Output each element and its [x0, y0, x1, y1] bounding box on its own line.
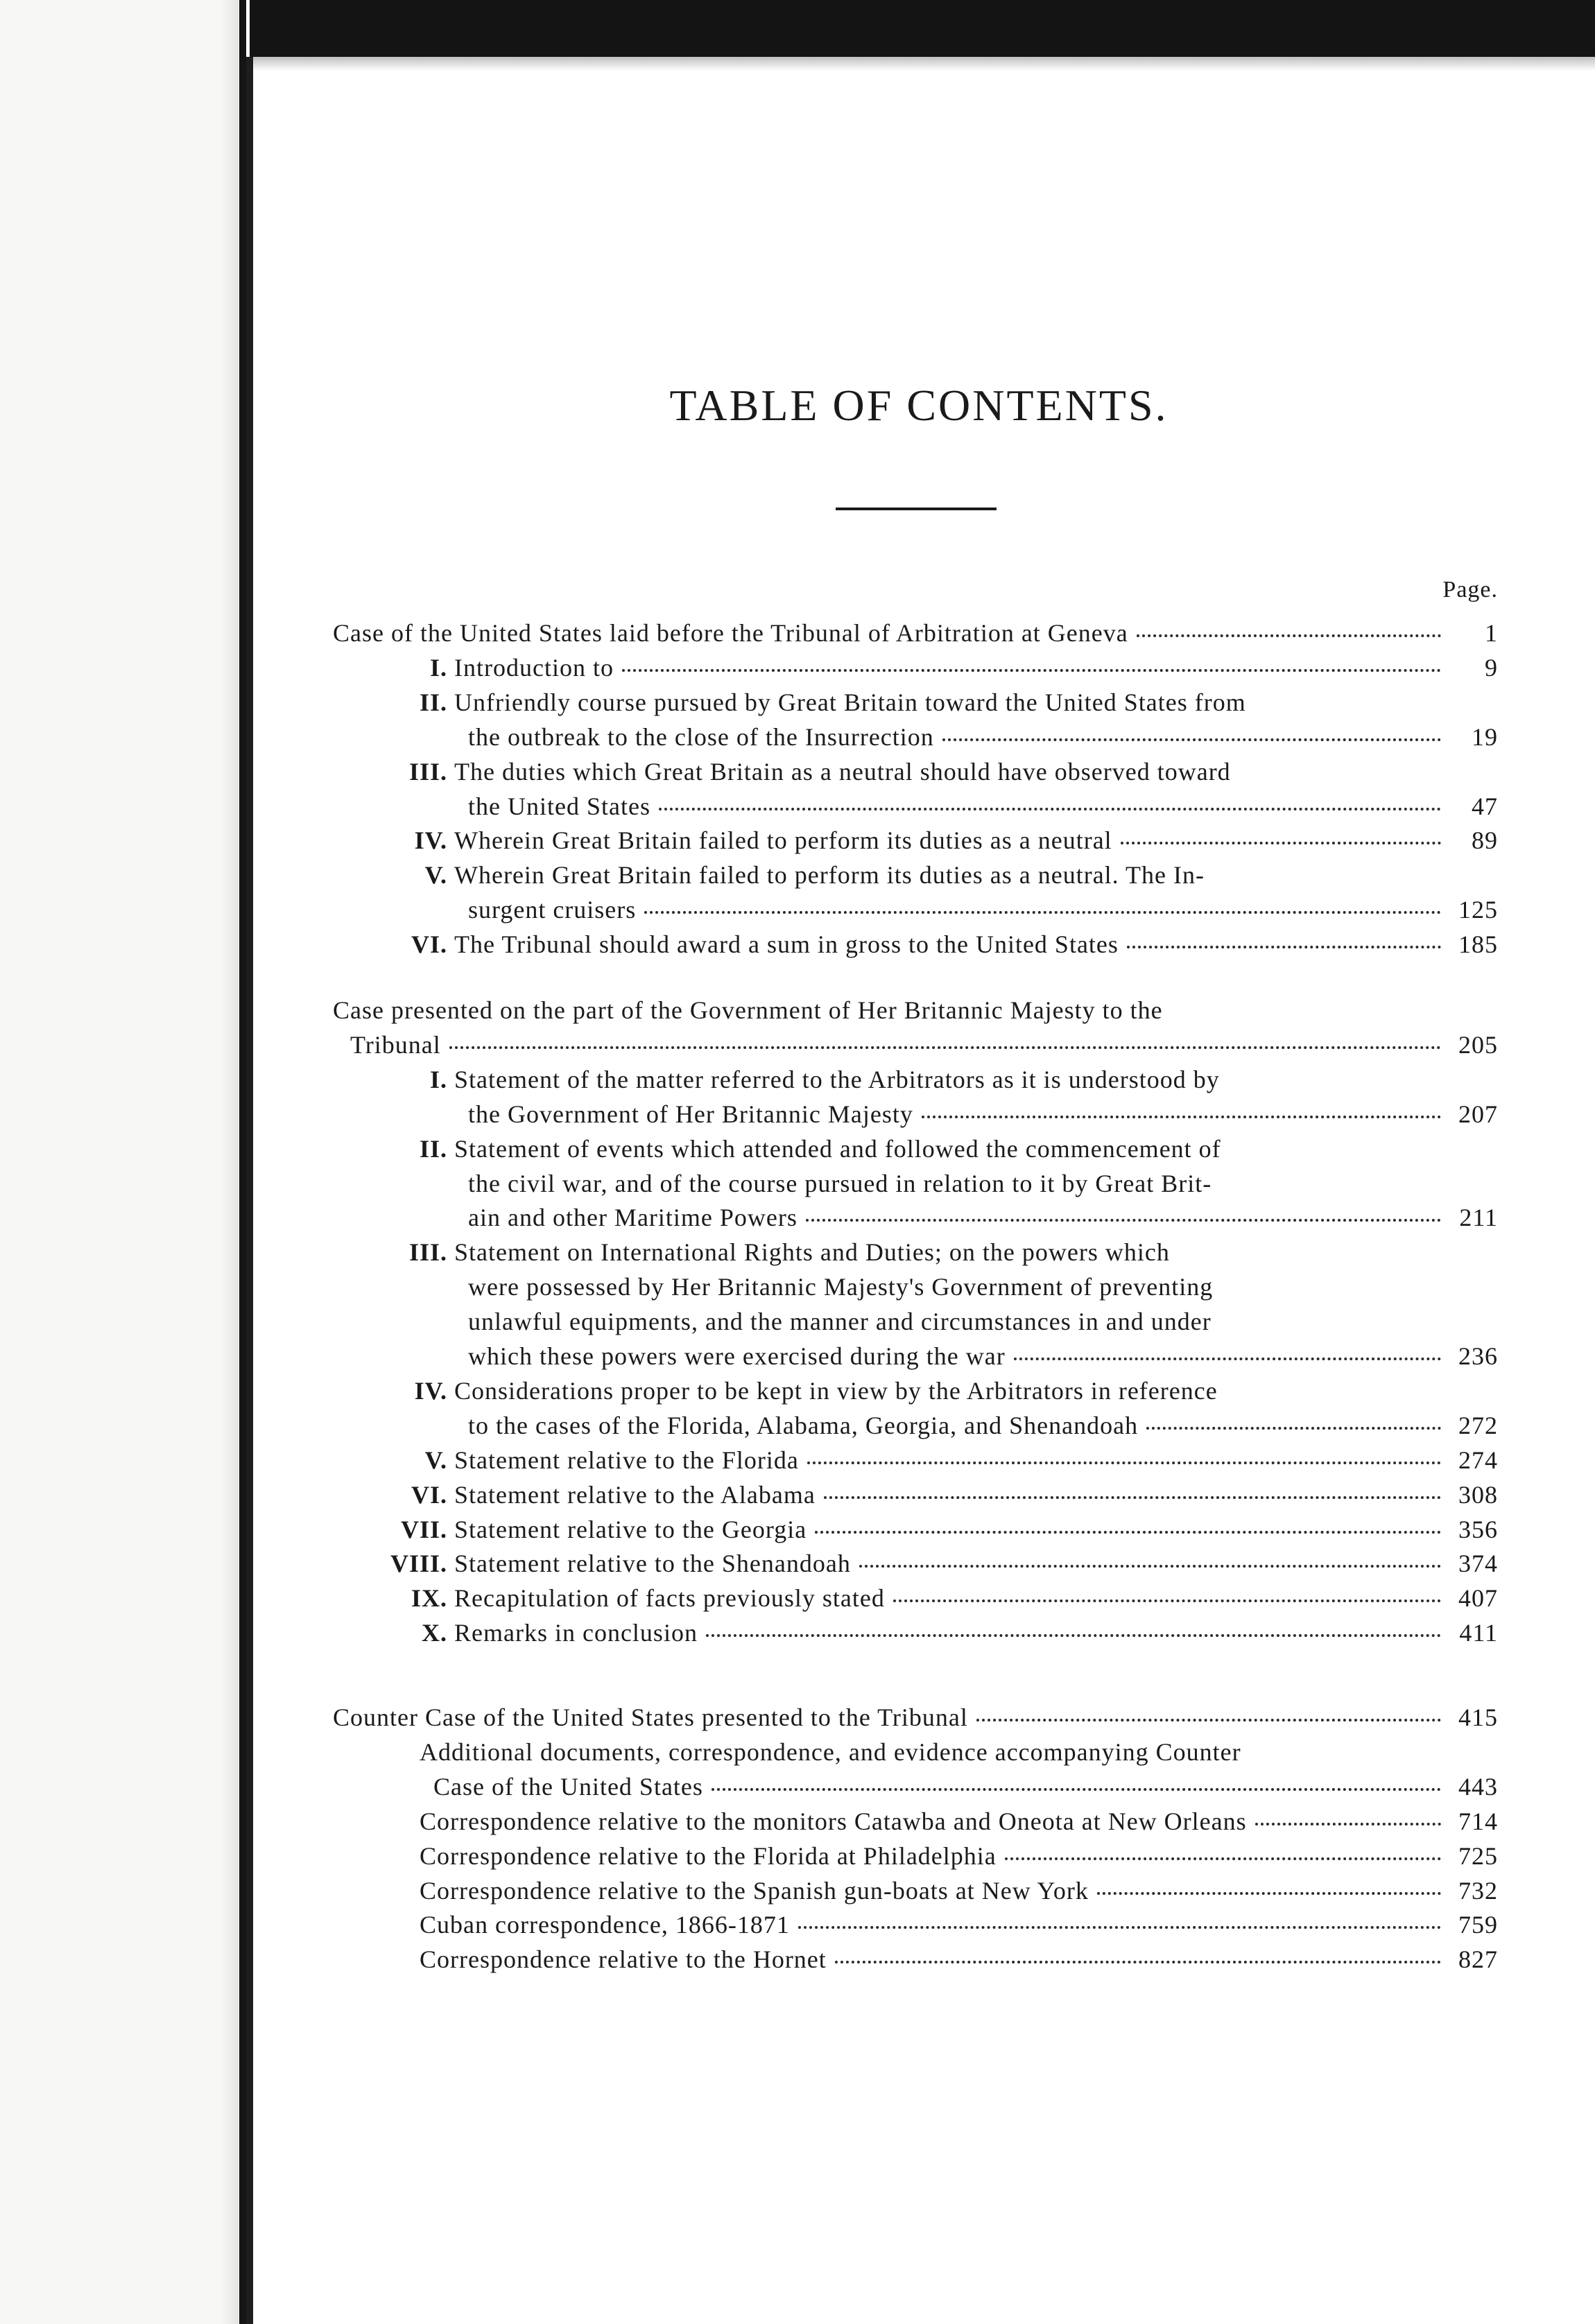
entry-text: Statement relative to the Shenandoah — [454, 1550, 851, 1577]
toc-line — [333, 858, 1498, 892]
dot-leader — [1146, 1421, 1441, 1430]
entry-text: Wherein Great Britain failed to perform its duties as a neutral — [454, 826, 1112, 854]
dot-leader — [712, 1783, 1441, 1791]
toc-line — [333, 1062, 1498, 1097]
chapter-numeral: II. — [419, 1135, 447, 1163]
page-number: 725 — [1458, 1842, 1498, 1870]
entry-text: Correspondence relative to the Hornet — [420, 1945, 827, 1973]
page-number: 125 — [1458, 896, 1498, 923]
toc-line — [333, 789, 1498, 824]
page-number: 274 — [1458, 1446, 1498, 1474]
toc-line — [333, 1581, 1498, 1615]
chapter-numeral: V. — [424, 861, 447, 889]
page-number: 236 — [1458, 1342, 1498, 1370]
chapter-numeral: VII. — [400, 1516, 447, 1543]
toc-line — [333, 1097, 1498, 1131]
chapter-numeral: II. — [419, 688, 447, 716]
page-number: 9 — [1485, 654, 1498, 682]
toc-line — [333, 1873, 1498, 1908]
facing-page-edge — [0, 0, 246, 2324]
toc-line — [333, 1512, 1498, 1547]
entry-text: the Government of Her Britannic Majesty — [468, 1100, 913, 1128]
page-number: 356 — [1458, 1516, 1498, 1543]
entry-text: Unfriendly course pursued by Great Britain toward the United States from — [454, 688, 1246, 716]
chapter-numeral: VIII. — [390, 1550, 447, 1577]
page-top-border — [250, 0, 1595, 57]
page-number: 211 — [1459, 1204, 1498, 1231]
entry-text: The Tribunal should award a sum in gross to the United States — [454, 930, 1119, 958]
entry-text: Wherein Great Britain failed to perform its duties as a neutral. The In- — [454, 861, 1205, 889]
dot-leader — [1127, 940, 1441, 948]
chapter-numeral: X. — [422, 1619, 447, 1647]
page-number: 411 — [1459, 1619, 1498, 1647]
entry-text: The duties which Great Britain as a neutral should have observed toward — [454, 758, 1231, 786]
toc-line — [333, 1443, 1498, 1477]
dot-leader — [644, 905, 1441, 914]
chapter-numeral: VI. — [411, 1481, 447, 1509]
dot-leader — [807, 1456, 1441, 1464]
dot-leader — [1255, 1817, 1441, 1826]
entry-text: Counter Case of the United States presented to the Tribunal — [333, 1703, 968, 1731]
dot-leader — [706, 1629, 1441, 1637]
entry-text: Cuban correspondence, 1866-1871 — [420, 1911, 790, 1939]
page-number: 714 — [1458, 1807, 1498, 1835]
entry-text: surgent cruisers — [468, 896, 637, 923]
entry-text: were possessed by Her Britannic Majesty's Government of preventing — [468, 1273, 1214, 1301]
toc-line — [333, 1615, 1498, 1650]
dot-leader — [922, 1110, 1441, 1118]
entry-text: Statement relative to the Alabama — [454, 1481, 816, 1509]
gutter-shadow — [221, 0, 239, 2324]
dot-leader — [1097, 1887, 1441, 1895]
entry-text: Statement relative to the Georgia — [454, 1516, 807, 1543]
dot-leader — [859, 1559, 1441, 1568]
chapter-numeral: III. — [408, 758, 447, 786]
toc-line — [333, 823, 1498, 858]
dot-leader — [835, 1955, 1441, 1963]
dot-leader — [942, 733, 1441, 741]
page-number: 19 — [1472, 723, 1498, 751]
page-number: 732 — [1458, 1877, 1498, 1905]
toc-line — [333, 1907, 1498, 1942]
dot-leader — [798, 1920, 1441, 1929]
page-number: 415 — [1458, 1703, 1498, 1731]
toc-line — [333, 1235, 1498, 1269]
chapter-numeral: V. — [424, 1446, 447, 1474]
toc-line — [333, 1373, 1498, 1408]
dot-leader — [893, 1594, 1441, 1602]
entry-text: Tribunal — [350, 1031, 441, 1059]
toc-line — [333, 993, 1498, 1027]
dot-leader — [1137, 629, 1441, 637]
entry-text: which these powers were exercised during the war — [468, 1342, 1006, 1370]
entry-text: Considerations proper to be kept in view by the Arbitrators in reference — [454, 1377, 1218, 1405]
entry-text: ain and other Maritime Powers — [468, 1204, 798, 1231]
page-number: 272 — [1458, 1412, 1498, 1439]
page-number: 443 — [1458, 1773, 1498, 1801]
toc-line — [333, 1735, 1498, 1769]
toc-line — [333, 1769, 1498, 1804]
dot-leader — [815, 1525, 1441, 1534]
entry-text: the outbreak to the close of the Insurrection — [468, 723, 934, 751]
entry-text: the United States — [468, 792, 650, 820]
toc-line — [333, 1839, 1498, 1873]
toc-line — [333, 892, 1498, 927]
entry-text: the civil war, and of the course pursued in relation to it by Great Brit- — [468, 1170, 1212, 1197]
entry-text: Introduction to — [454, 654, 614, 682]
toc-line — [333, 650, 1498, 685]
entry-text: Correspondence relative to the Florida at Philadelphia — [420, 1842, 997, 1870]
page-number: 407 — [1458, 1584, 1498, 1612]
dot-leader — [1014, 1352, 1441, 1360]
toc-line — [333, 754, 1498, 789]
toc-line — [333, 1166, 1498, 1201]
dot-leader — [449, 1041, 1441, 1049]
chapter-numeral: I. — [429, 1066, 447, 1093]
toc-line — [333, 1408, 1498, 1443]
entry-text: Correspondence relative to the Spanish gun-boats at New York — [420, 1877, 1089, 1905]
entry-text: Statement relative to the Florida — [454, 1446, 799, 1474]
page-number: 185 — [1458, 930, 1498, 958]
entry-text: to the cases of the Florida, Alabama, Georgia, and Shenandoah — [468, 1412, 1139, 1439]
toc-line — [333, 1477, 1498, 1512]
page-number: 308 — [1458, 1481, 1498, 1509]
entry-text: Statement on International Rights and Duties; on the powers which — [454, 1238, 1170, 1266]
toc-line — [333, 1339, 1498, 1373]
chapter-numeral: IV. — [414, 1377, 447, 1405]
toc-line — [333, 1546, 1498, 1581]
toc-line — [333, 1804, 1498, 1839]
toc-line — [333, 1942, 1498, 1977]
page-number: 374 — [1458, 1550, 1498, 1577]
toc-line — [333, 1304, 1498, 1339]
page-number: 89 — [1472, 826, 1498, 854]
title-rule — [836, 508, 997, 510]
page-number: 827 — [1458, 1945, 1498, 1973]
page-number: 47 — [1472, 792, 1498, 820]
page-number: 1 — [1485, 619, 1498, 647]
page-title: TABLE OF CONTENTS. — [669, 381, 1169, 430]
toc-line — [333, 1269, 1498, 1304]
entry-text: Additional documents, correspondence, and evidence accompanying Counter — [420, 1738, 1241, 1766]
toc-line — [333, 685, 1498, 720]
toc-line — [333, 927, 1498, 962]
dot-leader — [1121, 836, 1441, 844]
chapter-numeral: VI. — [411, 930, 447, 958]
toc-line — [333, 1700, 1498, 1735]
chapter-numeral: IV. — [414, 826, 447, 854]
toc-line — [333, 720, 1498, 754]
entry-text: Case of the United States laid before the Tribunal of Arbitration at Geneva — [333, 619, 1128, 647]
page-number: 759 — [1458, 1911, 1498, 1939]
toc-line — [333, 1027, 1498, 1062]
page-number: 205 — [1458, 1031, 1498, 1059]
entry-text: Case presented on the part of the Government of Her Britannic Majesty to the — [333, 996, 1163, 1024]
page-column-header: Page. — [1442, 577, 1498, 602]
entry-text: Statement of events which attended and followed the commencement of — [454, 1135, 1221, 1163]
dot-leader — [976, 1713, 1441, 1722]
page-number: 207 — [1458, 1100, 1498, 1128]
entry-text: Statement of the matter referred to the Arbitrators as it is understood by — [454, 1066, 1220, 1093]
entry-text: Remarks in conclusion — [454, 1619, 698, 1647]
dot-leader — [659, 802, 1441, 810]
dot-leader — [824, 1491, 1441, 1499]
chapter-numeral: I. — [429, 654, 447, 682]
dot-leader — [806, 1213, 1441, 1222]
dot-leader — [1005, 1852, 1441, 1860]
entry-text: Case of the United States — [433, 1773, 703, 1801]
entry-text: unlawful equipments, and the manner and circumstances in and under — [468, 1308, 1212, 1335]
chapter-numeral: IX. — [411, 1584, 447, 1612]
toc-line — [333, 616, 1498, 650]
entry-text: Recapitulation of facts previously stated — [454, 1584, 885, 1612]
toc-line — [333, 1200, 1498, 1235]
chapter-numeral: III. — [408, 1238, 447, 1266]
toc-line — [333, 1131, 1498, 1166]
dot-leader — [622, 664, 1441, 672]
entry-text: Correspondence relative to the monitors Catawba and Oneota at New Orleans — [420, 1807, 1247, 1835]
